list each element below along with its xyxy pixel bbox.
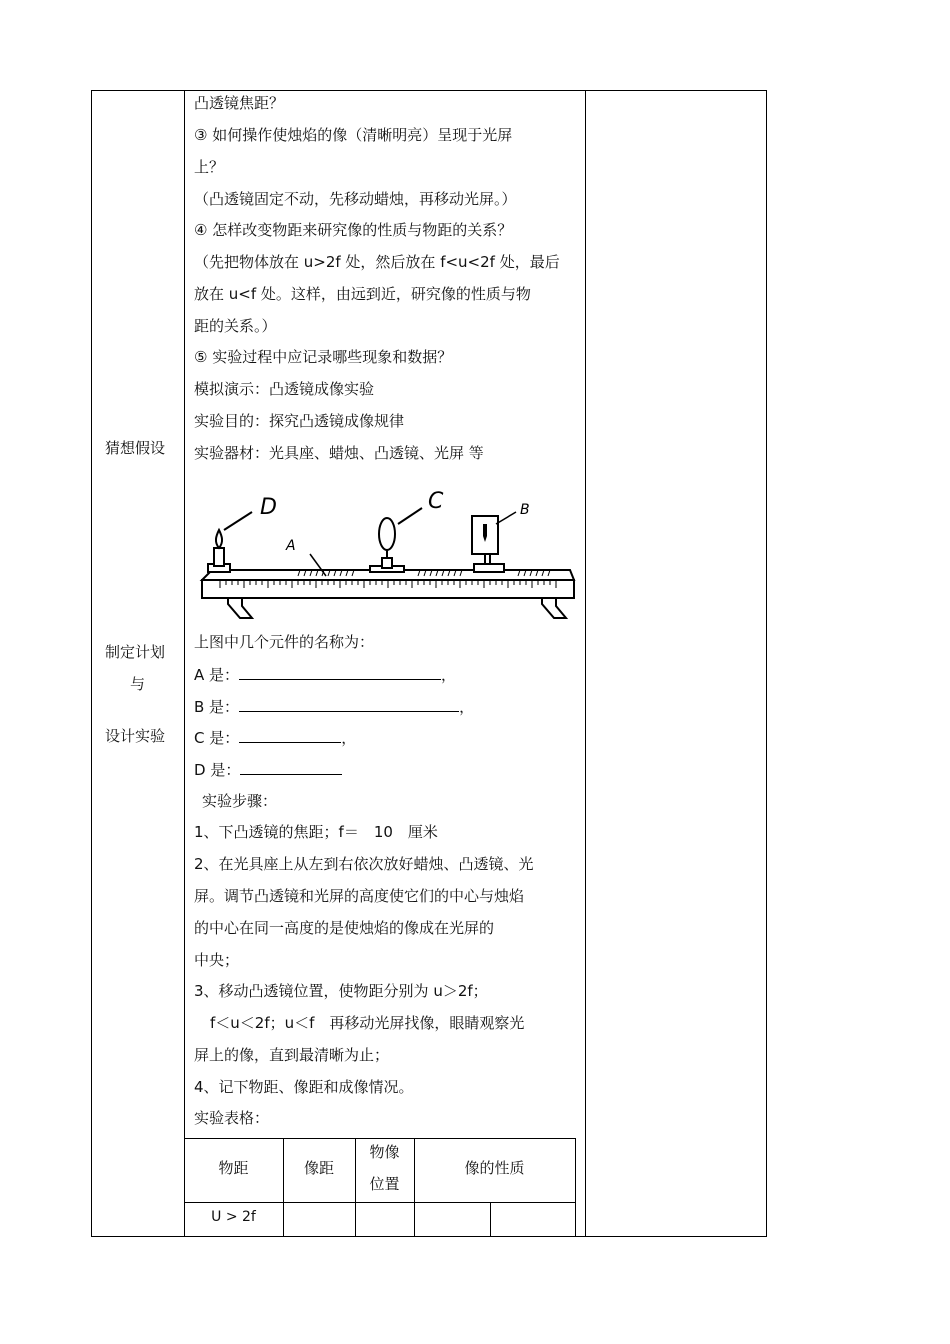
candle xyxy=(214,548,224,566)
text-line: ⑤ 实验过程中应记录哪些现象和数据？ xyxy=(194,348,453,366)
bench-leg-left xyxy=(228,598,252,618)
step-3-cont: 屏上的像，直到最清晰为止； xyxy=(194,1046,390,1064)
fill-a-blank[interactable] xyxy=(239,664,441,680)
text-line: ④ 怎样改变物距来研究像的性质与物距的关系？ xyxy=(194,221,513,239)
fill-c: C 是： ， xyxy=(194,729,357,747)
text-line: 模拟演示：凸透镜成像实验 xyxy=(194,380,375,398)
text-line: 上？ xyxy=(194,158,225,176)
fill-a-label: A 是： xyxy=(194,666,240,684)
fill-d xyxy=(194,759,342,780)
fill-c-label: C 是： xyxy=(194,729,240,747)
step-2-cont: 屏。调节凸透镜和光屏的高度使它们的中心与烛焰 xyxy=(194,887,525,905)
table-header-position-2: 位置 xyxy=(369,1175,400,1193)
text-line: 距的关系。） xyxy=(194,317,277,335)
label-plan-1: 制定计划 xyxy=(105,643,166,661)
fill-d-blank[interactable] xyxy=(240,759,342,775)
step-2-cont: 的中心在同一高度的是使烛焰的像成在光屏的 xyxy=(194,919,495,937)
convex-lens xyxy=(379,518,395,550)
text-line: （凸透镜固定不动，先移动蜡烛，再移动光屏。） xyxy=(194,190,517,208)
table-header-image-property: 像的性质 xyxy=(464,1159,525,1177)
fill-a: A 是： ， xyxy=(194,666,457,684)
frame-left xyxy=(91,90,92,1237)
table-header-position-1: 物像 xyxy=(369,1143,400,1161)
step-2-cont: 中央； xyxy=(194,951,240,969)
fill-b-label: B 是： xyxy=(194,698,240,716)
step-4: 4、记下物距、像距和成像情况。 xyxy=(194,1078,414,1096)
label-guess: 猜想假设 xyxy=(105,439,166,457)
frame-right xyxy=(766,90,767,1237)
step-3-cont: f＜u＜2f；u＜f 再移动光屏找像，眼睛观察光 xyxy=(210,1014,525,1032)
frame-divider-1 xyxy=(184,90,185,1237)
text-line: ③ 如何操作使烛焰的像（清晰明亮）呈现于光屏 xyxy=(194,126,513,144)
text-line: 上图中几个元件的名称为： xyxy=(194,633,375,651)
text-line: 放在 u<f 处。这样，由远到近，研究像的性质与物 xyxy=(194,285,531,303)
fill-b: B 是： ， xyxy=(194,698,475,716)
diagram-label-d: D xyxy=(260,495,277,520)
text-line: （先把物体放在 u>2f 处，然后放在 f<u<2f 处，最后 xyxy=(194,253,560,271)
text-line: 实验目的：探究凸透镜成像规律 xyxy=(194,412,405,430)
table-title: 实验表格： xyxy=(194,1109,270,1127)
label-plan-2: 与 xyxy=(130,675,146,693)
step-2: 2、在光具座上从左到右依次放好蜡烛、凸透镜、光 xyxy=(194,855,534,873)
candle-flame xyxy=(216,530,222,548)
fill-d-label: D 是： xyxy=(194,761,241,779)
table-row-1-col-1: U > 2f xyxy=(211,1209,256,1225)
diagram-label-a: A xyxy=(286,538,296,554)
frame-divider-2 xyxy=(585,90,586,1237)
table-header-object-distance: 物距 xyxy=(218,1159,249,1177)
optical-bench-diagram xyxy=(190,480,580,630)
diagram-label-c: C xyxy=(428,489,444,514)
bench-leg-right xyxy=(542,598,566,618)
text-line: 凸透镜焦距？ xyxy=(194,94,285,112)
steps-title: 实验步骤： xyxy=(202,792,278,810)
frame-top xyxy=(91,90,766,91)
text-line: 实验器材：光具座、蜡烛、凸透镜、光屏 等 xyxy=(194,444,484,462)
table-header-image-distance: 像距 xyxy=(303,1159,334,1177)
fill-c-blank[interactable] xyxy=(239,727,341,743)
step-3: 3、移动凸透镜位置，使物距分别为 u＞2f； xyxy=(194,982,488,1000)
diagram-label-b: B xyxy=(520,502,530,518)
fill-b-blank[interactable] xyxy=(239,696,459,712)
step-1: 1、下凸透镜的焦距；f＝ 10 厘米 xyxy=(194,823,438,841)
frame-bottom xyxy=(91,1236,766,1237)
label-plan-3: 设计实验 xyxy=(105,727,166,745)
